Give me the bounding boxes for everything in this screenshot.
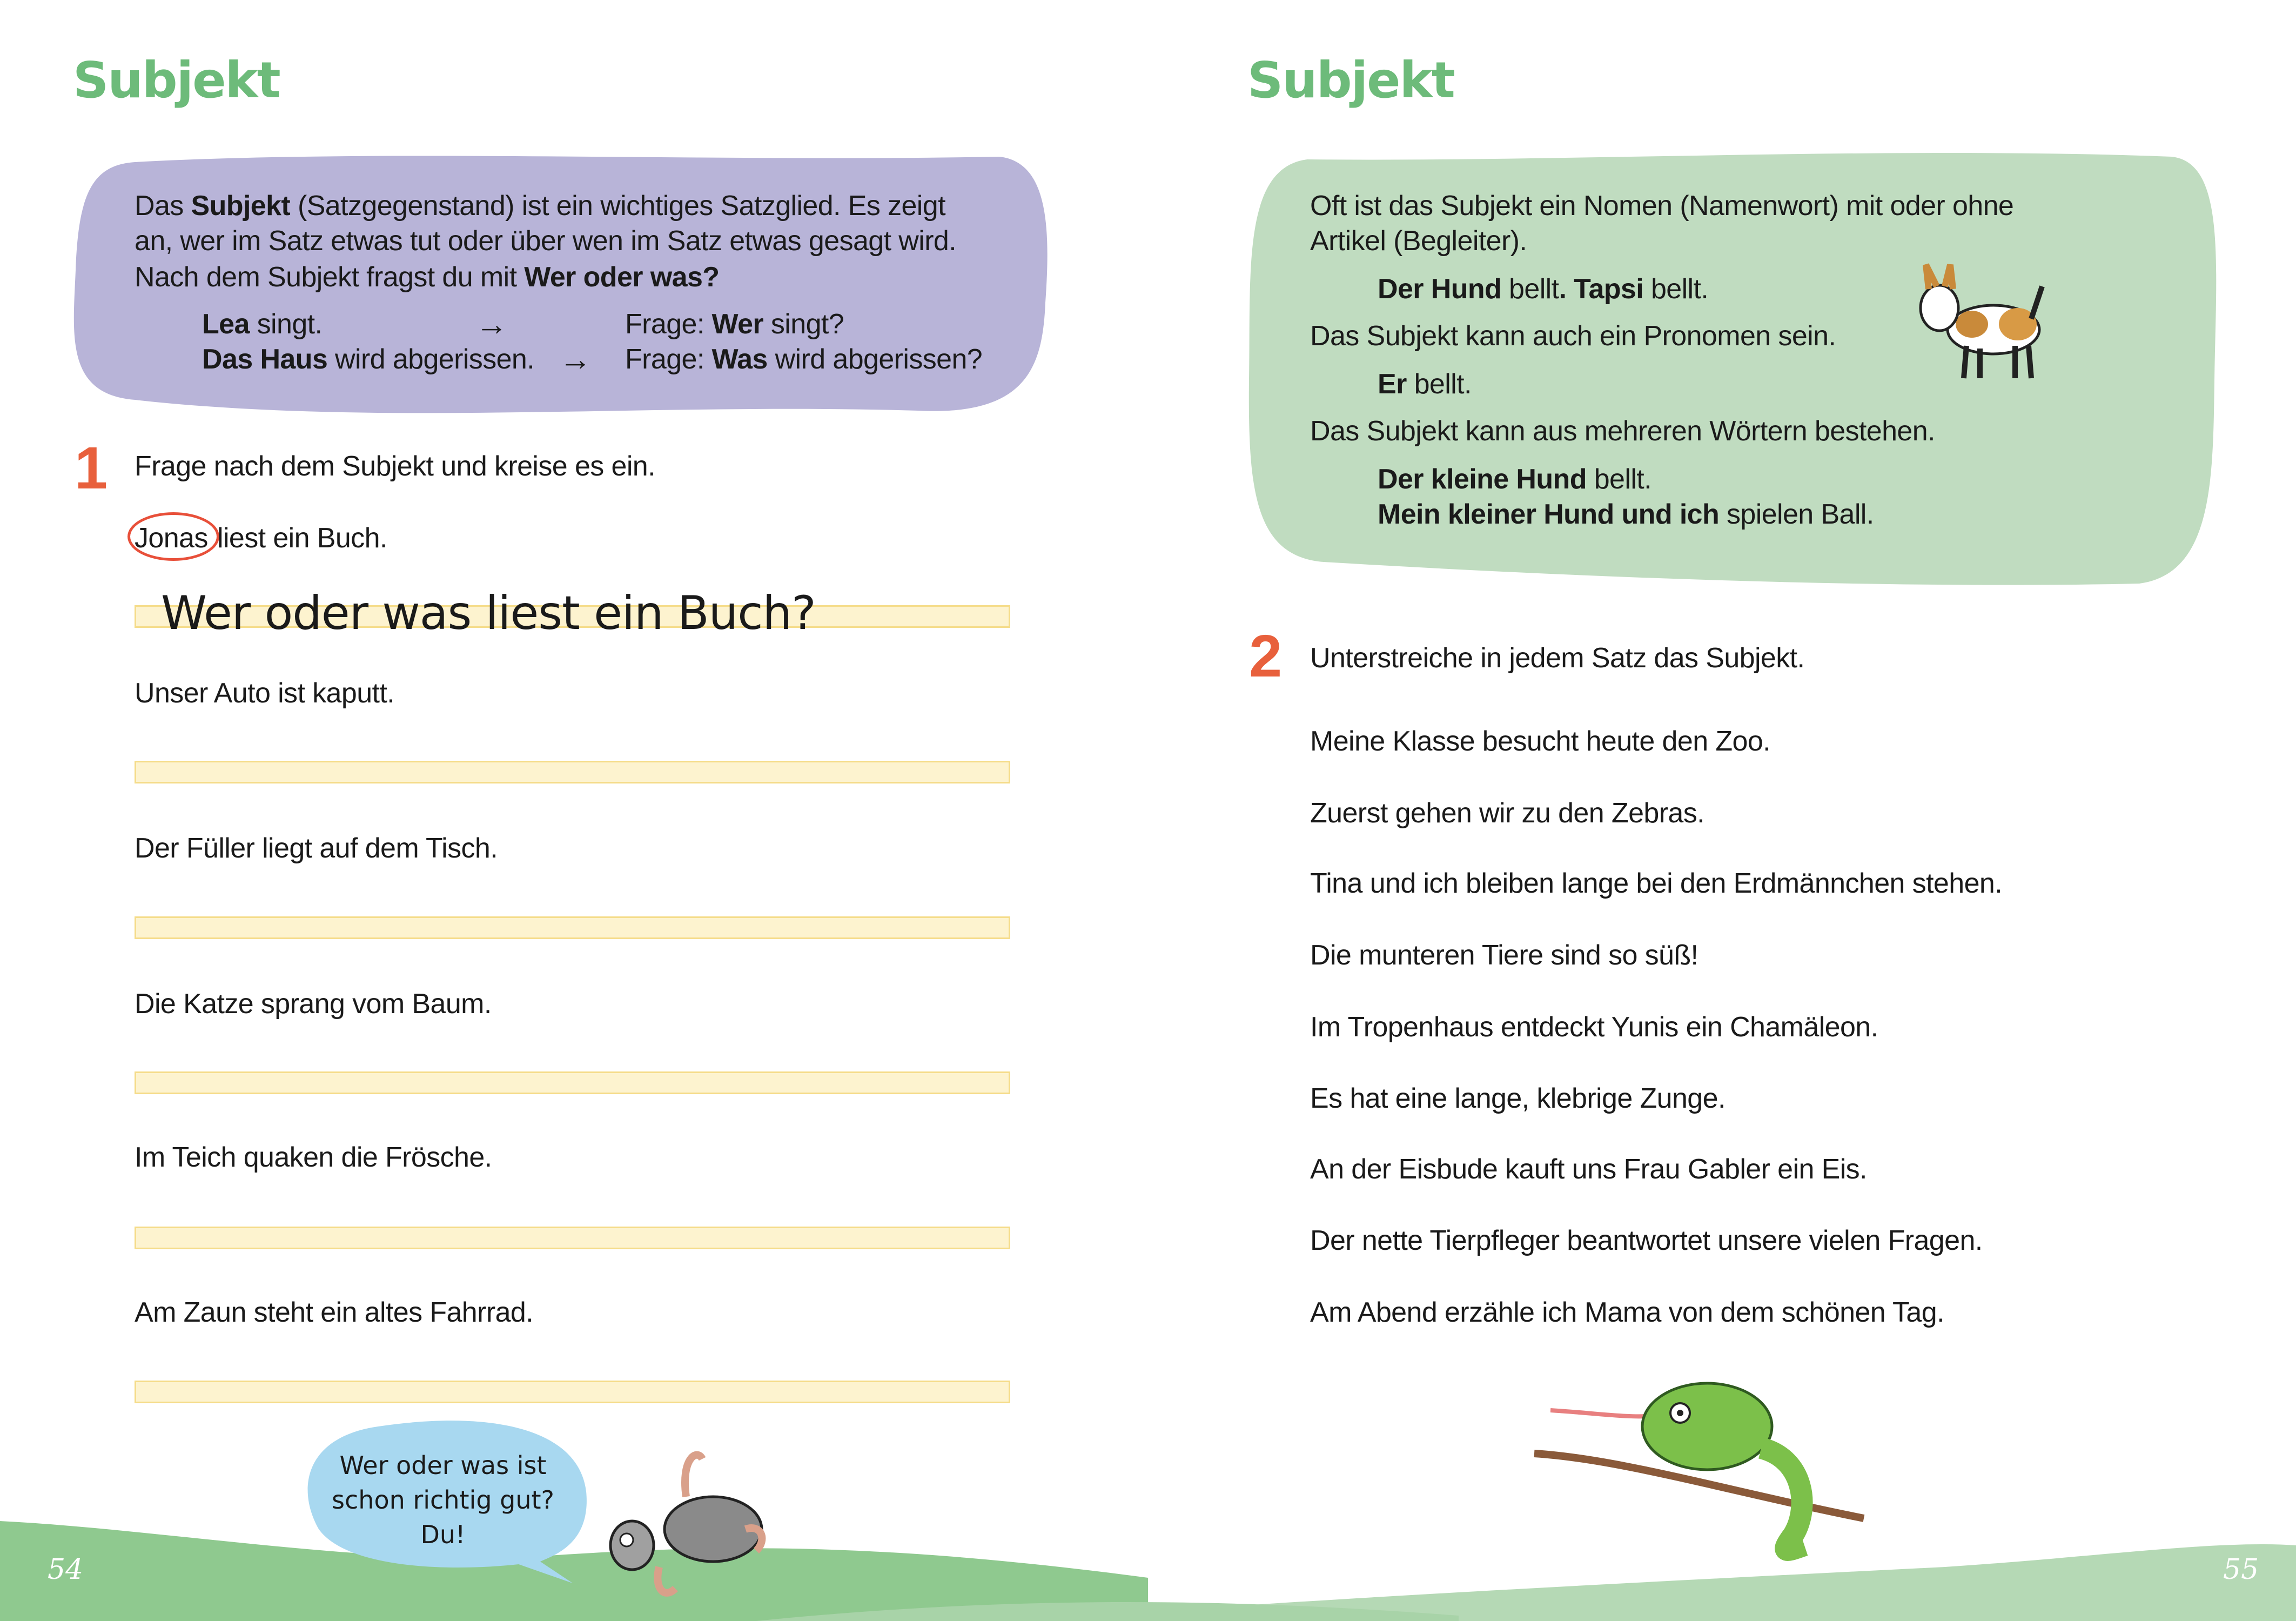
exercise-sentence[interactable]: Es hat eine lange, klebrige Zunge.: [1310, 1083, 1726, 1114]
right-page-title: Subjekt: [1247, 51, 1454, 109]
left-info-line: [135, 192, 945, 220]
right-info-line: [1310, 227, 1527, 255]
exercise-sentence: Im Teich quaken die Frösche.: [135, 1142, 492, 1173]
text: spielen Ball.: [1719, 499, 1874, 530]
example-sentence-subject: Jonas: [135, 523, 208, 554]
bold-text: . Tapsi: [1559, 273, 1644, 305]
left-info-line: [135, 263, 719, 291]
text: Frage:: [625, 344, 712, 375]
example-sentence: [202, 345, 534, 373]
text: bellt.: [1586, 464, 1651, 495]
speech-bubble-text: [324, 1448, 562, 1552]
text: Das Subjekt kann aus mehreren Wörtern bestehen.: [1310, 416, 1935, 447]
text: bellt.: [1643, 273, 1709, 305]
bold-text: Der kleine Hund: [1378, 464, 1587, 495]
bold-text: Der Hund: [1378, 273, 1502, 305]
page-number: 55: [2223, 1553, 2259, 1586]
right-info-line: [1310, 322, 1836, 350]
exercise-sentence[interactable]: Am Abend erzähle ich Mama von dem schönen Tag.: [1310, 1297, 1944, 1328]
task-number: 2: [1249, 623, 1283, 689]
exercise-sentence[interactable]: Tina und ich bleiben lange bei den Erdmännchen stehen.: [1310, 868, 2003, 899]
arrow-icon: →: [475, 306, 508, 342]
example-question: [625, 310, 844, 338]
bold-text: Lea: [202, 309, 250, 340]
bold-text: Er: [1378, 369, 1407, 400]
right-info-example: [1378, 370, 1472, 398]
text: wird abgerissen?: [767, 344, 983, 375]
task-number: 1: [75, 435, 108, 501]
exercise-sentence[interactable]: An der Eisbude kauft uns Frau Gabler ein Eis.: [1310, 1154, 1867, 1185]
bubble-line: Du!: [420, 1520, 466, 1549]
writing-line[interactable]: [135, 1227, 1010, 1249]
bold-text: Mein kleiner Hund und ich: [1378, 499, 1720, 530]
bold-text: Subjekt: [191, 190, 291, 222]
exercise-sentence[interactable]: Die munteren Tiere sind so süß!: [1310, 940, 1698, 971]
right-info-example: [1378, 500, 1874, 528]
exercise-sentence[interactable]: Zuerst gehen wir zu den Zebras.: [1310, 798, 1704, 829]
page-number: 54: [48, 1553, 84, 1586]
right-info-line: [1310, 417, 1935, 445]
bold-text: Wer: [711, 309, 764, 340]
text: (Satzgegenstand) ist ein wichtiges Satzglied. Es zeigt: [290, 190, 945, 222]
bold-text: Wer oder was?: [524, 262, 720, 293]
task-instruction: Unterstreiche in jedem Satz das Subjekt.: [1310, 642, 1805, 674]
text: singt.: [249, 309, 323, 340]
text: Nach dem Subjekt fragst du mit: [135, 262, 525, 293]
text: Das Subjekt kann auch ein Pronomen sein.: [1310, 320, 1836, 352]
task-instruction: Frage nach dem Subjekt und kreise es ein.: [135, 451, 655, 482]
text: an, wer im Satz etwas tut oder über wen im Satz etwas gesagt wird.: [135, 225, 957, 257]
text: bellt: [1501, 273, 1559, 305]
text: Oft ist das Subjekt ein Nomen (Namenwort) mit oder ohne: [1310, 190, 2014, 222]
exercise-sentence: Unser Auto ist kaputt.: [135, 678, 395, 709]
writing-line[interactable]: [135, 1071, 1010, 1094]
example-sentence: [202, 310, 322, 338]
writing-line[interactable]: [135, 1381, 1010, 1403]
arrow-icon: →: [559, 341, 592, 377]
text: Frage:: [625, 309, 712, 340]
text: bellt.: [1406, 369, 1472, 400]
exercise-sentence[interactable]: Der nette Tierpfleger beantwortet unsere vielen Fragen.: [1310, 1225, 1983, 1256]
writing-line[interactable]: [135, 916, 1010, 939]
text: Das: [135, 190, 191, 222]
bold-text: Das Haus: [202, 344, 328, 375]
right-info-line: [1310, 192, 2013, 220]
exercise-sentence: Der Füller liegt auf dem Tisch.: [135, 833, 498, 864]
text: Artikel (Begleiter).: [1310, 225, 1527, 257]
example-sentence-rest: liest ein Buch.: [217, 523, 387, 554]
text: singt?: [763, 309, 844, 340]
chameleon-illustration: [1534, 1383, 1864, 1550]
right-info-example: [1378, 275, 1708, 303]
right-info-example: [1378, 465, 1651, 493]
exercise-sentence: Die Katze sprang vom Baum.: [135, 988, 492, 1020]
exercise-sentence[interactable]: Im Tropenhaus entdeckt Yunis ein Chamäleon.: [1310, 1012, 1878, 1043]
bold-text: Was: [711, 344, 768, 375]
example-answer: Wer oder was liest ein Buch?: [161, 586, 816, 640]
bubble-line: schon richtig gut?: [332, 1485, 554, 1515]
exercise-sentence[interactable]: Meine Klasse besucht heute den Zoo.: [1310, 726, 1771, 757]
example-question: [625, 345, 982, 373]
left-info-line: [135, 227, 956, 255]
left-page-title: Subjekt: [73, 51, 280, 109]
exercise-sentence: Am Zaun steht ein altes Fahrrad.: [135, 1297, 534, 1328]
bubble-line: Wer oder was ist: [339, 1451, 547, 1480]
writing-line[interactable]: [135, 761, 1010, 783]
text: wird abgerissen.: [327, 344, 535, 375]
